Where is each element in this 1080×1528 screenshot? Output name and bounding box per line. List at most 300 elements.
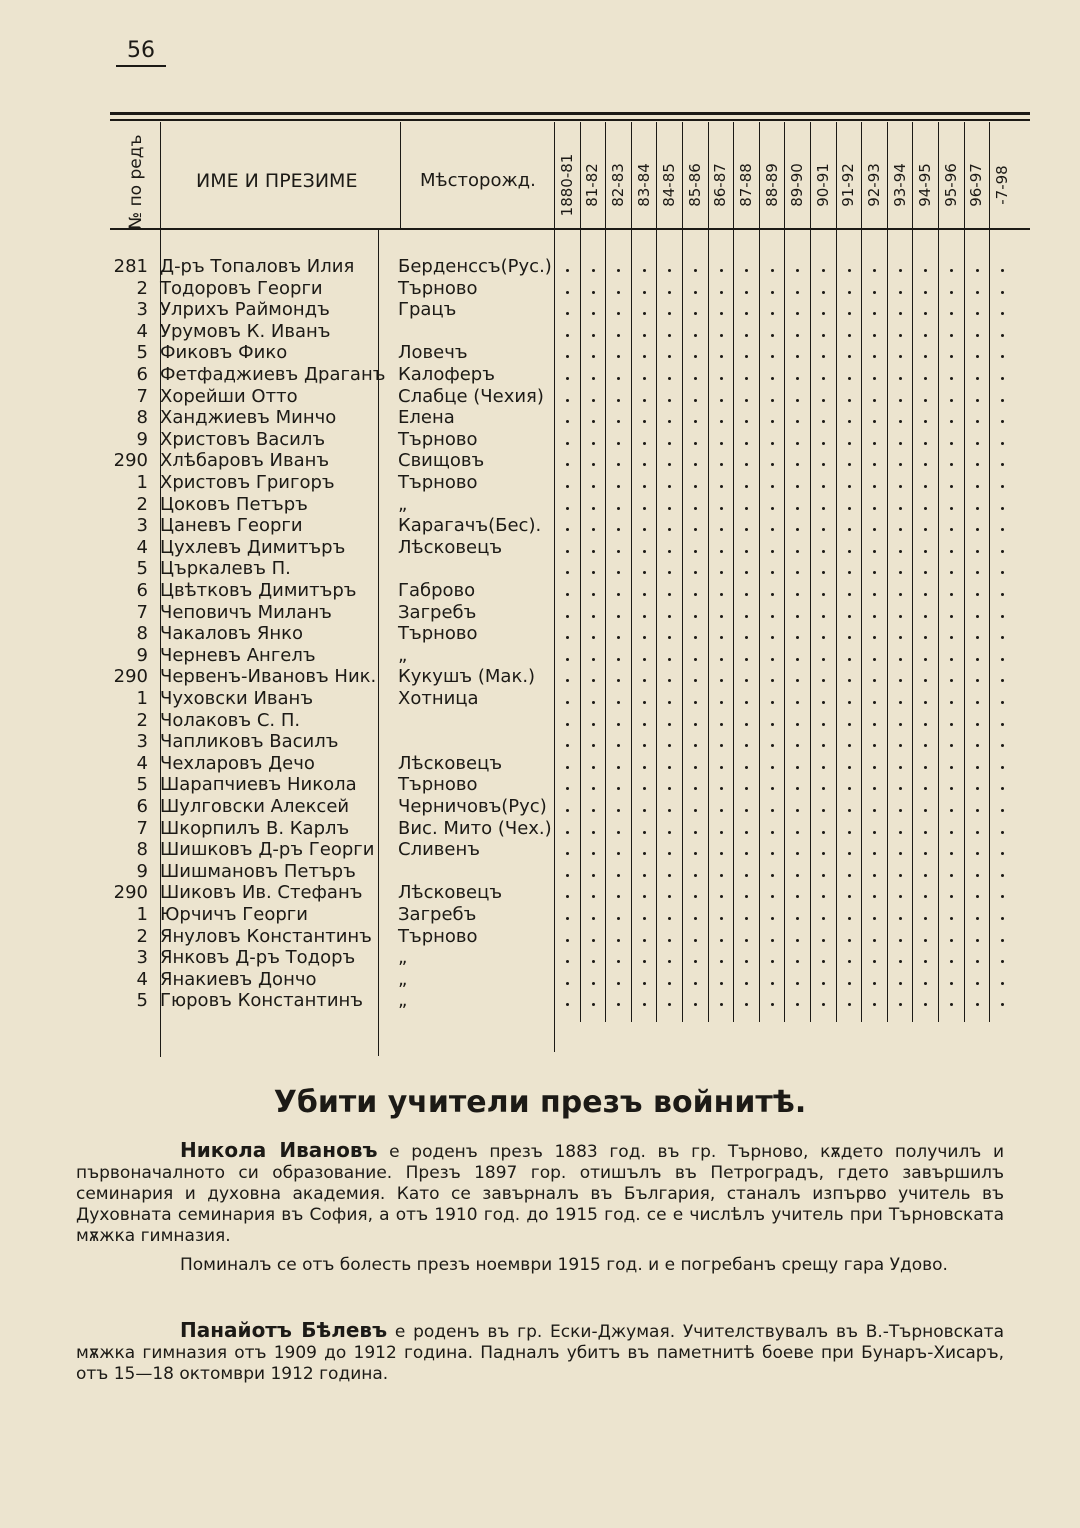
attendance-dot (566, 355, 569, 358)
attendance-dot (924, 355, 927, 358)
attendance-dot (950, 982, 953, 985)
attendance-dot (617, 809, 620, 812)
attendance-dot (592, 939, 595, 942)
attendance-dot (950, 636, 953, 639)
row-number: 9 (136, 644, 148, 666)
attendance-dot (592, 787, 595, 790)
year-header: 81-82 (583, 163, 602, 207)
row-birthplace: Ловечъ (398, 342, 468, 364)
attendance-dot (976, 355, 979, 358)
row-name: Фиковъ Фико (160, 342, 288, 364)
table-top-rule-2 (110, 119, 1030, 121)
attendance-dot (873, 269, 876, 272)
attendance-dot (745, 420, 748, 423)
row-number: 7 (136, 385, 148, 407)
attendance-dot (899, 766, 902, 769)
attendance-dot (822, 960, 825, 963)
attendance-dot (873, 1003, 876, 1006)
attendance-dot (796, 636, 799, 639)
attendance-dot (694, 852, 697, 855)
attendance-dot (796, 939, 799, 942)
row-name: Шкорпилъ В. Карлъ (160, 817, 350, 839)
attendance-dot (720, 895, 723, 898)
attendance-dot (720, 291, 723, 294)
row-number: 290 (113, 666, 148, 688)
attendance-dot (668, 939, 671, 942)
row-number: 6 (136, 796, 148, 817)
teachers-table (110, 112, 1030, 1057)
year-header: 85-86 (685, 163, 704, 207)
attendance-dot (950, 355, 953, 358)
attendance-dot (720, 334, 723, 337)
attendance-dot (566, 593, 569, 596)
attendance-dot (924, 917, 927, 920)
attendance-dot (643, 679, 646, 682)
attendance-dot (976, 550, 979, 553)
attendance-dot (668, 593, 671, 596)
row-number: 5 (136, 774, 148, 796)
attendance-dot (950, 744, 953, 747)
attendance-dot (950, 269, 953, 272)
attendance-dot (1001, 1003, 1004, 1006)
row-name: Улрихъ Раймондъ (160, 299, 330, 321)
attendance-dot (566, 507, 569, 510)
attendance-dot (771, 485, 774, 488)
attendance-dot (617, 291, 620, 294)
attendance-dot (976, 269, 979, 272)
attendance-dot (592, 1003, 595, 1006)
attendance-dot (771, 550, 774, 553)
row-number: 3 (136, 947, 148, 969)
attendance-dot (617, 442, 620, 445)
year-column-line (912, 122, 913, 1022)
attendance-dot (976, 744, 979, 747)
attendance-dot (848, 831, 851, 834)
attendance-dot (796, 658, 799, 661)
bio-paragraph-1b: Поминалъ се отъ болесть презъ ноември 1915 год. и е погребанъ срещу гара Удово. (180, 1255, 948, 1275)
attendance-dot (950, 528, 953, 531)
attendance-dot (1001, 895, 1004, 898)
attendance-dot (771, 809, 774, 812)
attendance-dot (566, 917, 569, 920)
year-column-line (708, 122, 709, 1022)
attendance-dot (566, 312, 569, 315)
row-number: 7 (136, 817, 148, 839)
attendance-dot (643, 291, 646, 294)
attendance-dot (566, 291, 569, 294)
attendance-dot (950, 593, 953, 596)
attendance-dot (668, 636, 671, 639)
attendance-dot (796, 831, 799, 834)
attendance-dot (899, 269, 902, 272)
attendance-dot (617, 355, 620, 358)
attendance-dot (617, 766, 620, 769)
attendance-dot (668, 982, 671, 985)
year-column-line (759, 122, 760, 1022)
attendance-dot (592, 571, 595, 574)
attendance-dot (950, 939, 953, 942)
attendance-dot (976, 615, 979, 618)
attendance-dot (848, 442, 851, 445)
attendance-dot (694, 377, 697, 380)
attendance-dot (745, 787, 748, 790)
attendance-dot (643, 442, 646, 445)
attendance-dot (771, 658, 774, 661)
attendance-dot (976, 701, 979, 704)
attendance-dot (694, 571, 697, 574)
row-birthplace: Кукушъ (Мак.) (398, 666, 536, 688)
attendance-dot (592, 528, 595, 531)
attendance-dot (771, 1003, 774, 1006)
attendance-dot (617, 636, 620, 639)
attendance-dot (745, 895, 748, 898)
attendance-dot (796, 291, 799, 294)
attendance-dot (848, 939, 851, 942)
attendance-dot (924, 874, 927, 877)
row-name: Шулговски Алексей (160, 796, 350, 817)
attendance-dot (1001, 744, 1004, 747)
attendance-dot (745, 615, 748, 618)
attendance-dot (771, 571, 774, 574)
attendance-dot (950, 874, 953, 877)
attendance-dot (873, 399, 876, 402)
attendance-dot (950, 917, 953, 920)
attendance-dot (617, 874, 620, 877)
attendance-dot (617, 615, 620, 618)
attendance-dot (950, 723, 953, 726)
attendance-dot (950, 895, 953, 898)
attendance-dot (566, 679, 569, 682)
attendance-dot (668, 852, 671, 855)
attendance-dot (976, 291, 979, 294)
attendance-dot (617, 571, 620, 574)
attendance-dot (950, 442, 953, 445)
attendance-dot (848, 744, 851, 747)
attendance-dot (668, 571, 671, 574)
attendance-dot (745, 312, 748, 315)
attendance-dot (617, 917, 620, 920)
attendance-dot (899, 831, 902, 834)
attendance-dot (668, 463, 671, 466)
attendance-dot (720, 550, 723, 553)
attendance-dot (643, 895, 646, 898)
attendance-dot (745, 679, 748, 682)
attendance-dot (950, 852, 953, 855)
attendance-dot (592, 269, 595, 272)
attendance-dot (745, 766, 748, 769)
attendance-dot (668, 895, 671, 898)
attendance-dot (1001, 550, 1004, 553)
attendance-dot (796, 615, 799, 618)
attendance-dot (592, 442, 595, 445)
attendance-dot (668, 917, 671, 920)
attendance-dot (899, 312, 902, 315)
row-name: Червенъ-Ивановъ Ник. (160, 666, 377, 688)
attendance-dot (873, 744, 876, 747)
row-number: 1 (136, 472, 148, 493)
row-name: Цвѣтковъ Димитъръ (160, 580, 357, 601)
year-header: 91-92 (839, 163, 858, 207)
year-header: 82-83 (609, 163, 627, 207)
attendance-dot (848, 982, 851, 985)
attendance-dot (617, 787, 620, 790)
attendance-dot (566, 399, 569, 402)
attendance-dot (668, 269, 671, 272)
attendance-dot (924, 658, 927, 661)
attendance-dot (592, 895, 595, 898)
attendance-dot (771, 593, 774, 596)
attendance-dot (720, 701, 723, 704)
attendance-dot (950, 571, 953, 574)
attendance-dot (720, 615, 723, 618)
row-birthplace: Търново (398, 774, 478, 796)
attendance-dot (924, 269, 927, 272)
attendance-dot (822, 377, 825, 380)
attendance-dot (694, 312, 697, 315)
attendance-dot (899, 636, 902, 639)
attendance-dot (694, 701, 697, 704)
attendance-dot (643, 420, 646, 423)
attendance-dot (873, 852, 876, 855)
row-name: Цоковъ Петъръ (160, 493, 308, 515)
row-number: 3 (136, 299, 148, 321)
row-birthplace: „ (398, 493, 408, 515)
attendance-dot (771, 312, 774, 315)
attendance-dot (566, 658, 569, 661)
attendance-dot (745, 334, 748, 337)
row-name: Янакиевъ Дончо (160, 968, 317, 990)
attendance-dot (899, 485, 902, 488)
attendance-dot (720, 766, 723, 769)
attendance-dot (976, 636, 979, 639)
attendance-dot (873, 982, 876, 985)
attendance-dot (924, 615, 927, 618)
attendance-dot (617, 463, 620, 466)
attendance-dot (745, 485, 748, 488)
attendance-dot (950, 420, 953, 423)
attendance-dot (976, 809, 979, 812)
attendance-dot (976, 312, 979, 315)
row-number: 5 (136, 558, 148, 580)
bio-paragraph-2 (76, 1320, 1004, 1385)
row-birthplace: Търново (398, 277, 478, 299)
attendance-dot (617, 982, 620, 985)
attendance-dot (617, 701, 620, 704)
row-birthplace: Търново (398, 472, 478, 493)
attendance-dot (796, 507, 799, 510)
row-birthplace: Калоферъ (398, 364, 495, 385)
attendance-dot (694, 485, 697, 488)
attendance-dot (796, 787, 799, 790)
attendance-dot (617, 507, 620, 510)
row-name: Църкалевъ П. (160, 558, 291, 580)
row-birthplace: Лѣсковецъ (398, 752, 503, 774)
attendance-dot (668, 874, 671, 877)
attendance-dot (617, 334, 620, 337)
attendance-dot (899, 723, 902, 726)
attendance-dot (771, 528, 774, 531)
attendance-dot (976, 571, 979, 574)
attendance-dot (924, 701, 927, 704)
table-top-rule (110, 112, 1030, 115)
attendance-dot (771, 852, 774, 855)
attendance-dot (873, 550, 876, 553)
attendance-dot (566, 852, 569, 855)
row-name: Хорейши Отто (160, 385, 298, 407)
attendance-dot (822, 982, 825, 985)
attendance-dot (694, 528, 697, 531)
attendance-dot (643, 399, 646, 402)
attendance-dot (643, 312, 646, 315)
attendance-dot (976, 917, 979, 920)
attendance-dot (924, 831, 927, 834)
attendance-dot (873, 917, 876, 920)
attendance-dot (873, 442, 876, 445)
attendance-dot (796, 960, 799, 963)
attendance-dot (566, 809, 569, 812)
attendance-dot (694, 809, 697, 812)
attendance-dot (873, 377, 876, 380)
attendance-dot (668, 701, 671, 704)
year-column-line (554, 122, 555, 1052)
attendance-dot (924, 463, 927, 466)
attendance-dot (694, 679, 697, 682)
attendance-dot (873, 809, 876, 812)
attendance-dot (899, 1003, 902, 1006)
attendance-dot (694, 658, 697, 661)
row-number: 5 (136, 342, 148, 364)
attendance-dot (694, 1003, 697, 1006)
attendance-dot (1001, 615, 1004, 618)
attendance-dot (976, 442, 979, 445)
attendance-dot (566, 766, 569, 769)
attendance-dot (822, 399, 825, 402)
row-name: Хлѣбаровъ Иванъ (160, 450, 330, 472)
attendance-dot (720, 269, 723, 272)
attendance-dot (668, 399, 671, 402)
attendance-dot (617, 744, 620, 747)
row-number: 1 (136, 688, 148, 709)
attendance-dot (643, 852, 646, 855)
attendance-dot (617, 420, 620, 423)
attendance-dot (771, 420, 774, 423)
year-header: 95-96 (941, 163, 960, 207)
attendance-dot (848, 960, 851, 963)
attendance-dot (566, 982, 569, 985)
attendance-dot (796, 571, 799, 574)
row-birthplace: Габрово (398, 580, 476, 601)
attendance-dot (566, 723, 569, 726)
row-number: 9 (136, 428, 148, 450)
attendance-dot (617, 485, 620, 488)
row-birthplace: Карагачъ(Бес). (398, 515, 542, 537)
attendance-dot (796, 723, 799, 726)
attendance-dot (976, 485, 979, 488)
attendance-dot (592, 507, 595, 510)
attendance-dot (873, 636, 876, 639)
attendance-dot (643, 831, 646, 834)
attendance-dot (592, 766, 595, 769)
row-number: 290 (113, 882, 148, 904)
column-divider-name (378, 230, 379, 1056)
attendance-dot (976, 528, 979, 531)
attendance-dot (848, 852, 851, 855)
attendance-dot (771, 831, 774, 834)
attendance-dot (668, 744, 671, 747)
row-birthplace: Грацъ (398, 299, 457, 321)
attendance-dot (848, 766, 851, 769)
attendance-dot (848, 507, 851, 510)
attendance-dot (720, 960, 723, 963)
row-name: Фетфаджиевъ Драганъ (160, 364, 386, 385)
attendance-dot (617, 658, 620, 661)
attendance-dot (822, 550, 825, 553)
attendance-dot (694, 874, 697, 877)
attendance-dot (1001, 701, 1004, 704)
row-name: Гюровъ Константинъ (160, 990, 364, 1012)
attendance-dot (643, 766, 646, 769)
attendance-dot (720, 420, 723, 423)
attendance-dot (873, 507, 876, 510)
row-birthplace: Елена (398, 407, 455, 429)
attendance-dot (720, 636, 723, 639)
attendance-dot (745, 1003, 748, 1006)
attendance-dot (796, 420, 799, 423)
attendance-dot (771, 744, 774, 747)
year-column-line (605, 122, 606, 1022)
attendance-dot (796, 399, 799, 402)
row-birthplace: „ (398, 947, 408, 969)
attendance-dot (643, 615, 646, 618)
attendance-dot (976, 420, 979, 423)
attendance-dot (771, 766, 774, 769)
attendance-dot (899, 550, 902, 553)
row-name: Христовъ Григоръ (160, 472, 335, 493)
attendance-dot (643, 550, 646, 553)
attendance-dot (745, 982, 748, 985)
year-column-line (656, 122, 657, 1022)
attendance-dot (899, 291, 902, 294)
attendance-dot (848, 420, 851, 423)
attendance-dot (796, 269, 799, 272)
attendance-dot (822, 744, 825, 747)
attendance-dot (668, 485, 671, 488)
attendance-dot (771, 723, 774, 726)
attendance-dot (720, 355, 723, 358)
attendance-dot (848, 399, 851, 402)
attendance-dot (617, 1003, 620, 1006)
attendance-dot (796, 442, 799, 445)
attendance-dot (796, 528, 799, 531)
attendance-dot (899, 960, 902, 963)
attendance-dot (1001, 291, 1004, 294)
attendance-dot (771, 615, 774, 618)
row-name: Шишмановъ Петъръ (160, 860, 356, 882)
attendance-dot (694, 593, 697, 596)
attendance-dot (771, 960, 774, 963)
attendance-dot (694, 550, 697, 553)
attendance-dot (950, 1003, 953, 1006)
attendance-dot (873, 723, 876, 726)
attendance-dot (950, 960, 953, 963)
attendance-dot (745, 442, 748, 445)
attendance-dot (668, 291, 671, 294)
attendance-dot (1001, 982, 1004, 985)
row-name: Чолаковъ С. П. (160, 709, 301, 731)
attendance-dot (848, 593, 851, 596)
attendance-dot (1001, 658, 1004, 661)
attendance-dot (592, 399, 595, 402)
